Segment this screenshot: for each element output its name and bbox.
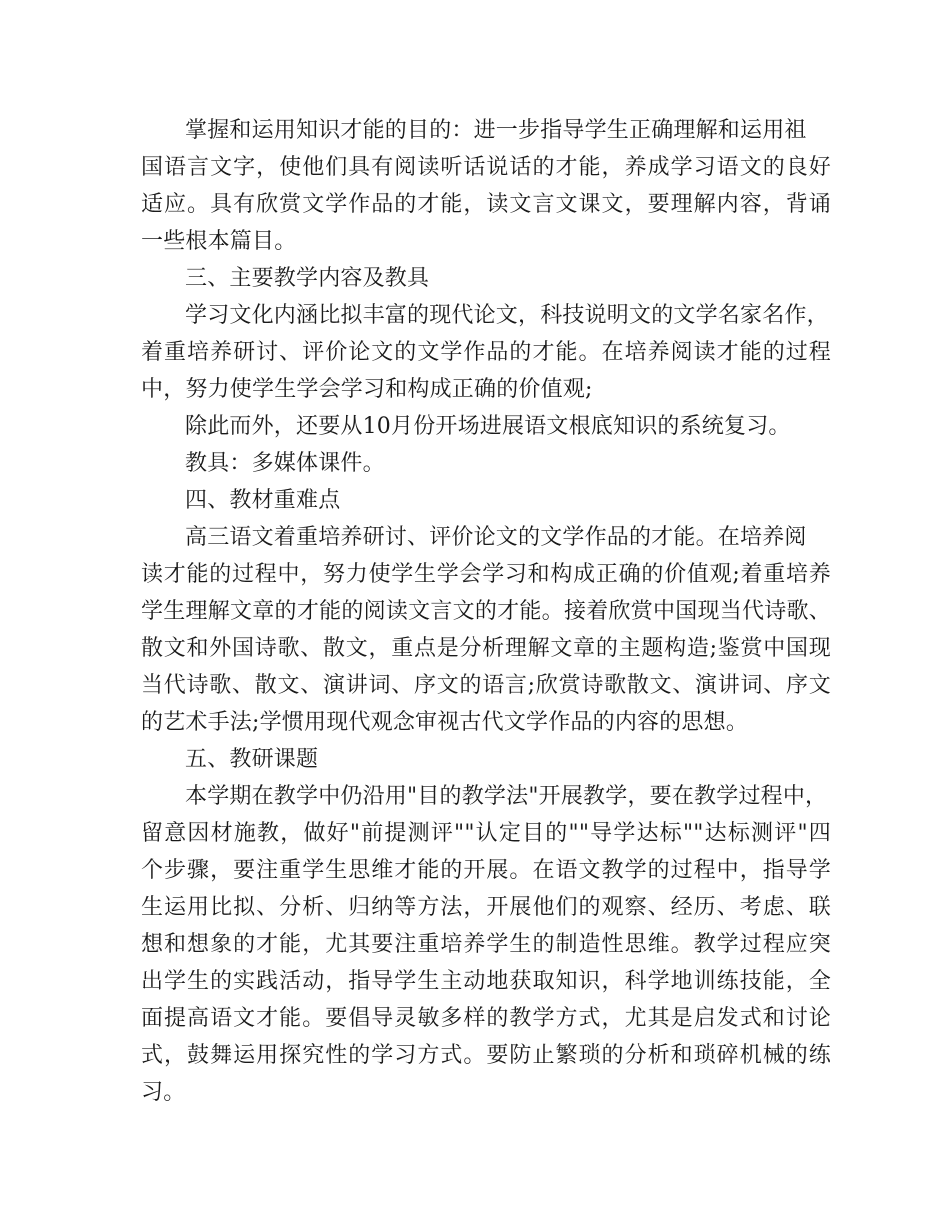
paragraph-line: 读才能的过程中，努力使学生学会学习和构成正确的价值观;着重培养 [141,562,831,587]
paragraph-line: 着重培养研讨、评价论文的文学作品的才能。在培养阅读才能的过程 [141,340,831,365]
paragraph-line: 当代诗歌、散文、演讲词、序文的语言;欣赏诗歌散文、演讲词、序文 [141,673,831,698]
paragraph-line: 想和想象的才能，尤其要注重培养学生的制造性思维。教学过程应突 [141,932,831,957]
paragraph-line: 散文和外国诗歌、散文，重点是分析理解文章的主题构造;鉴赏中国现 [141,636,831,661]
paragraph-line: 中，努力使学生学会学习和构成正确的价值观; [141,377,593,402]
paragraph-line: 适应。具有欣赏文学作品的才能，读文言文课文，要理解内容，背诵 [141,192,831,217]
paragraph-line: 除此而外，还要从10月份开场进展语文根底知识的系统复习。 [185,414,791,439]
paragraph-line: 学习文化内涵比拟丰富的现代论文，科技说明文的文学名家名作， [185,303,829,328]
section-heading: 四、教材重难点 [185,488,341,513]
paragraph-line: 高三语文着重培养研讨、评价论文的文学作品的才能。在培养阅 [185,525,807,550]
paragraph-line: 面提高语文才能。要倡导灵敏多样的教学方式，尤其是启发式和讨论 [141,1006,831,1031]
paragraph-line: 国语言文字，使他们具有阅读听话说话的才能，养成学习语文的良好 [141,155,831,180]
paragraph-line: 学生理解文章的才能的阅读文言文的才能。接着欣赏中国现当代诗歌、 [141,599,831,624]
paragraph-line: 教具：多媒体课件。 [185,451,385,476]
paragraph-line: 出学生的实践活动，指导学生主动地获取知识，科学地训练技能，全 [141,969,831,994]
paragraph-line: 一些根本篇目。 [141,229,297,254]
paragraph-line: 习。 [141,1080,186,1105]
paragraph-line: 本学期在教学中仍沿用"目的教学法"开展教学，要在教学过程中， [185,784,828,809]
paragraph-line: 掌握和运用知识才能的目的：进一步指导学生正确理解和运用祖 [185,118,807,143]
paragraph-line: 式，鼓舞运用探究性的学习方式。要防止繁琐的分析和琐碎机械的练 [141,1043,831,1068]
section-heading: 五、教研课题 [185,747,319,772]
section-heading: 三、主要教学内容及教具 [185,266,430,291]
paragraph-line: 生运用比拟、分析、归纳等方法，开展他们的观察、经历、考虑、联 [141,895,831,920]
document-body [141,112,831,1111]
paragraph-line: 留意因材施教，做好"前提测评""认定目的""导学达标""达标测评"四 [141,821,831,846]
paragraph-line: 个步骤，要注重学生思维才能的开展。在语文教学的过程中，指导学 [141,858,831,883]
paragraph-line: 的艺术手法;学惯用现代观念审视古代文学作品的内容的思想。 [141,710,749,735]
